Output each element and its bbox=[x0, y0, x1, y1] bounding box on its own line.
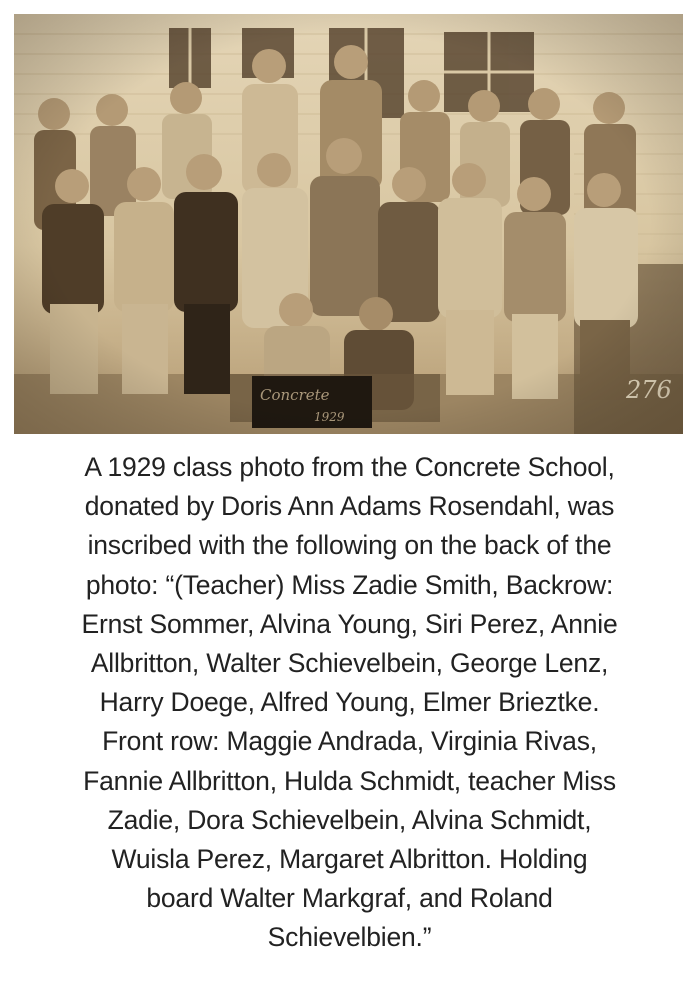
caption-line: donated by Doris Ann Adams Rosendahl, was bbox=[84, 491, 615, 522]
caption-line: inscribed with the following on the back of the bbox=[87, 530, 612, 561]
caption-line: Harry Doege, Alfred Young, Elmer Brieztke. bbox=[99, 687, 600, 718]
class-photo-illustration bbox=[14, 14, 683, 434]
caption-line: Allbritton, Walter Schievelbein, George Lenz, bbox=[90, 648, 609, 679]
caption-line: Schievelbien.” bbox=[267, 922, 432, 953]
caption-line: photo: “(Teacher) Miss Zadie Smith, Backrow: bbox=[85, 569, 614, 600]
caption-line: Wuisla Perez, Margaret Albritton. Holding bbox=[111, 844, 588, 875]
caption-line: board Walter Markgraf, and Roland bbox=[146, 883, 553, 914]
photo-caption bbox=[10, 448, 689, 958]
caption-line: Zadie, Dora Schievelbein, Alvina Schmidt, bbox=[107, 804, 592, 835]
caption-line: Front row: Maggie Andrada, Virginia Rivas, bbox=[102, 726, 597, 757]
caption-line: Fannie Allbritton, Hulda Schmidt, teacher Miss bbox=[83, 765, 616, 796]
caption-line: A 1929 class photo from the Concrete School, bbox=[84, 452, 615, 482]
caption-line: Ernst Sommer, Alvina Young, Siri Perez, Annie bbox=[81, 608, 618, 639]
class-photo bbox=[14, 14, 683, 434]
